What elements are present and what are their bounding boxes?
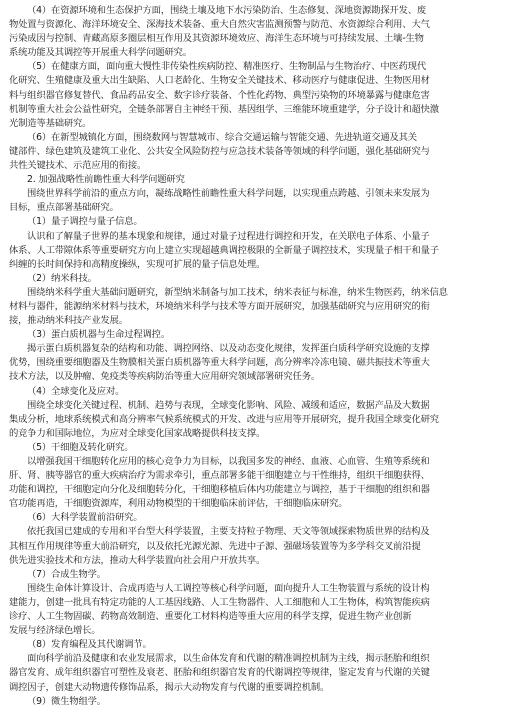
text-line: 面向科学前沿及健康和农业发展需求，以生命体发育和代谢的精准调控机制为主线，揭示胚胎和组织 (27, 653, 430, 665)
text-line: 材料与器件，能源纳米材料与技术，环境纳米科学与技术等方面开展研究，加强基础研究与应用研究的衔 (9, 300, 430, 312)
text-line: （6）大科学装置前沿研究。 (27, 512, 143, 524)
text-line: 揭示蛋白质机器复杂的结构和功能、调控网络、以及动态变化规律，发挥蛋白质科学研究设施的支撑 (27, 343, 430, 355)
text-line: 目标，重点部署基础研究。 (9, 202, 119, 214)
text-line: （9）微生物组学。 (27, 695, 106, 707)
text-line: 集成分析，地球系统模式和高分辨率气候系统模式的开发、改进与应用等开展研究，提升我国全球变化研究 (9, 413, 439, 425)
text-line: 功能和调控，干细胞定向分化及细胞转分化，干细胞移植后体内功能建立与调控，基于干细胞的组织和器 (9, 484, 430, 496)
text-line: 围绕世界科学前沿的重点方向，凝练战略性前瞻性重大科学问题，以实现重点跨越、引领未来发展为 (27, 188, 430, 200)
text-line: 围绕生命体计算设计、合成再造与人工调控等核心科学问题，面向提升人工生物装置与系统的设计构 (27, 582, 430, 594)
text-line: 官功能再造，干细胞资源库，利用动物模型的干细胞临床前评估，干细胞临床研究。 (9, 498, 348, 510)
text-line: 供先进实验技术和方法，推动大科学装置向社会用户开放共享。 (9, 554, 266, 566)
text-line: 以增强我国干细胞转化应用的核心竞争力为目标，以我国多发的神经、血液、心血管、生殖等系统和 (27, 456, 430, 467)
text-line: 其相互作用规律等重大前沿研究，以及依托光源光源、先进中子源、强磁场装置等为多学科交叉前沿提 (9, 540, 421, 552)
text-line: 2. 加强战略性前瞻性重大科学问题研究 (27, 174, 185, 186)
text-line: 调控因子，创建大动物遗传修饰品系，揭示大动物发育与代谢的重要调控机制。 (9, 681, 330, 693)
text-line: （5）干细胞及转化研究。 (27, 441, 134, 453)
text-line: （7）合成生物学。 (27, 568, 106, 580)
text-line: 光制造等基础研究。 (9, 117, 92, 129)
text-line: （6）在新型城镇化方面，围绕数网与智慧城市、综合交通运输与智能交通、先进轨道交通及其关 (27, 131, 417, 143)
text-line: 纠缠的长时间保持和高精度操纵，实现可扩展的量子信息处理。 (9, 258, 266, 270)
text-line: （8）发育编程及其代谢调节。 (27, 639, 152, 651)
text-line: （5）在健康方面，面向重大慢性非传染性疾病防控、精准医疗、生物制品与生物治疗、中医药现代 (27, 61, 427, 73)
text-line: （4）在资源环境和生态保护方面，围绕土壤及地下水污染防治、生态修复、深地资源勘探开发、废 (27, 5, 427, 16)
text-line: 系统功能及其调控等开展重大科学问题研究。 (9, 47, 192, 59)
text-line: 键部件、绿色建筑及建筑工业化、公共安全风险防控与应急技术装备等领域的科学问题，强化基础研究与 (9, 145, 430, 157)
text-line: 围绕全球变化关键过程、机制、趋势与表现，全球变化影响、风险、减缓和适应，数据产品及大数据 (27, 399, 430, 411)
text-line: 依托我国已建成的专用和平台型大科学装置，主要支持粒子物理、天文等领域探索物质世界的结构及 (27, 526, 430, 538)
text-line: （4）全球变化及应对。 (27, 385, 125, 397)
text-line: 物处置与资源化、海洋环境安全、深海技术装备、重大自然灾害监测预警与防范、水资源综合利用、大气 (9, 19, 430, 31)
text-line: 污染成因与控制、青藏高原多圈层相互作用及其资源环境效应、海洋生态环境与可持续发展、土壤-生物 (9, 33, 424, 45)
text-line: 诊疗、人工生物固碳、药物高效制造、重要化工材料构造等重大应用的科学支撑，促进生物产业创新 (9, 611, 412, 623)
text-line: 发展与经济绿色增长。 (9, 625, 101, 637)
text-line: 器官发育、成年组织器官可塑性及衰老、胚胎和组织器官发育的代谢调控等规律，鉴定发育与代谢的关键 (9, 667, 430, 679)
text-line: （3）蛋白质机器与生命过程调控。 (27, 329, 170, 341)
text-line: 的竞争力和国际地位，为应对全球变化国家战略提供科技支撑。 (9, 427, 266, 439)
text-line: （2）纳米科技。 (27, 272, 97, 284)
text-line: 共性关键技术、示范应用的衔接。 (9, 160, 147, 172)
text-line: 优势，围绕重要细胞器及生物膜相关蛋白质机器等重大科学问题，高分辨率冷冻电镜、磁共振技术等重大 (9, 357, 430, 369)
text-line: 技术方法，以及肿瘤、免疫类等疾病防治等重大应用研究领域部署研究任务。 (9, 371, 320, 383)
text-line: 化研究、生殖健康及重大出生缺陷、人口老龄化、生物安全关键技术、移动医疗与健康促进、生物医用材 (9, 75, 430, 87)
text-line: 体系、人工带隙体系等重要研究方向上建立实现超越典调控极限的全新量子调控技术，实现量子相干和量子 (9, 244, 439, 256)
text-line: 接，推动纳米科技产业发展。 (9, 315, 128, 327)
text-line: 机制等重大社会公益性研究，全链条部署自主神经干预、基因组学、三维能环境重建学，分子设计和超快激 (9, 103, 439, 115)
text-line: 建能力，创建一批具有特定功能的人工基因线路、人工生物器件、人工细胞和人工生物体，构筑智能疾病 (9, 596, 430, 608)
text-line: 料与组织器官修复替代、食品药品安全、数字诊疗装备、个性化药物、典型污染物的环境暴露与健康危害 (9, 89, 430, 101)
text-line: 认识和了解量子世界的基本现象和规律，通过对量子过程进行调控和开发，在关联电子体系、小量子 (27, 230, 430, 242)
text-line: 围绕纳米科学重大基础问题研究，新型纳米制备与加工技术，纳米表征与标准，纳米生物医药，纳米信息 (27, 286, 448, 298)
text-line: 肝、肾、胰等器官的重大疾病治疗为需求牵引，重点部署多能干细胞建立与干性维持，组织干细胞获得、 (9, 470, 430, 482)
text-line: （1）量子调控与量子信息。 (27, 216, 143, 228)
